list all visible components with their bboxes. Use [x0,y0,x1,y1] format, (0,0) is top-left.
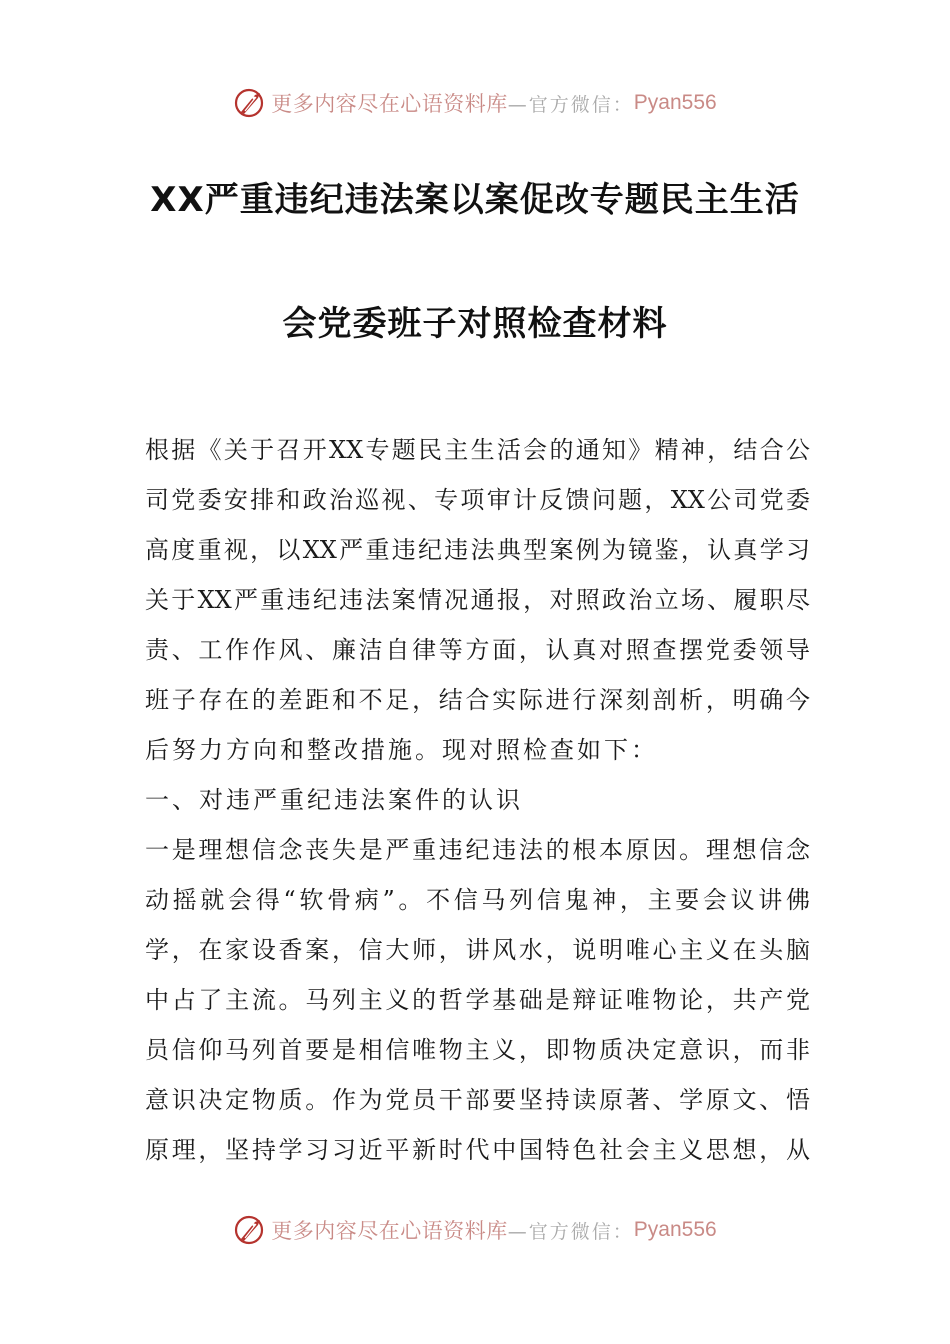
body-line: 学，在家设香案，信大师，讲风水，说明唯心主义在头脑 [145,936,810,964]
body-line: 原理，坚持学习习近平新时代中国特色社会主义思想，从 [145,1136,810,1164]
body-line: 后努力方向和整改措施。现对照检查如下： [145,736,658,764]
footer-banner [0,1205,950,1255]
body-line: 关于XX严重违纪违法案情况通报，对照政治立场、履职尽 [145,586,810,614]
pen-nib-circle-logo-icon [233,1213,267,1247]
banner-text: 更多内容尽在心语资料库 [271,92,508,116]
document-title-line-2: 会党委班子对照检查材料 [282,304,668,344]
banner-text: 更多内容尽在心语资料库 [271,1219,508,1243]
section-heading: 一、对违严重纪违法案件的认识 [145,786,523,814]
body-line: 高度重视，以XX严重违纪违法典型案例为镜鉴，认真学习 [145,536,810,564]
document-body [145,425,810,1175]
header-banner [0,78,950,128]
body-line: 意识决定物质。作为党员干部要坚持读原著、学原文、悟 [145,1086,810,1114]
body-line: 班子存在的差距和不足，结合实际进行深刻剖析，明确今 [145,686,810,714]
banner-official-label: —官方微信： [507,93,634,116]
banner-wechat-id: Pyan556 [633,1218,717,1241]
body-line: 司党委安排和政治巡视、专项审计反馈问题，XX公司党委 [145,486,810,514]
document-title-line-1: XX严重违纪违法案以案促改专题民主生活 [150,180,800,220]
body-line: 动摇就会得“软骨病”。不信马列信鬼神，主要会议讲佛 [145,886,810,914]
body-line: 中占了主流。马列主义的哲学基础是辩证唯物论，共产党 [145,986,810,1014]
body-line: 一是理想信念丧失是严重违纪违法的根本原因。理想信念 [145,836,810,864]
body-line: 责、工作作风、廉洁自律等方面，认真对照查摆党委领导 [145,636,810,664]
body-line: 员信仰马列首要是相信唯物主义，即物质决定意识，而非 [145,1036,810,1064]
banner-official-label: —官方微信： [507,1220,634,1243]
pen-nib-circle-logo-icon [233,86,267,120]
body-line: 根据《关于召开XX专题民主生活会的通知》精神，结合公 [145,436,810,464]
banner-wechat-id: Pyan556 [633,91,717,114]
